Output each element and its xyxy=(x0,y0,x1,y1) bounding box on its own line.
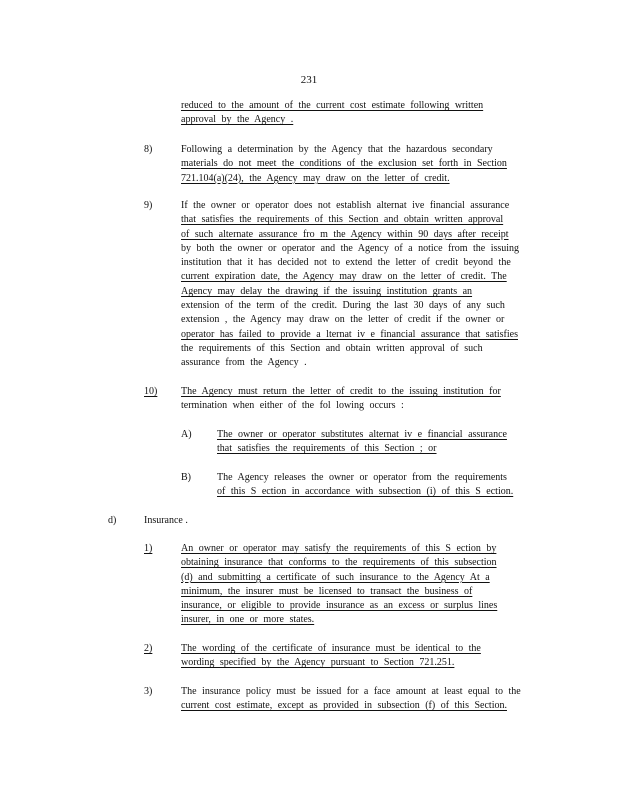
item-10-a-text xyxy=(217,428,507,457)
text-line: the requirements of this Section and obtain written approval of such xyxy=(181,342,483,354)
subsection-d-heading: Insurance . xyxy=(144,515,188,526)
text-line: (d) and submitting a certificate of such insurance to the Agency At a xyxy=(181,571,490,583)
item-10-a-marker: A) xyxy=(181,429,192,440)
text-line: that satisfies the requirements of this Section ; or xyxy=(217,443,437,455)
item-8-marker: 8) xyxy=(144,144,153,155)
text-line: The owner or operator substitutes alternat iv e financial assurance xyxy=(217,429,507,440)
text-line: extension of the term of the credit. During the last 30 days of any such xyxy=(181,300,505,312)
text-line: reduced to the amount of the current cost estimate following written xyxy=(181,100,484,111)
d-item-3-marker: 3) xyxy=(144,686,153,697)
text-line: current cost estimate, except as provided in subsection (f) of this Section. xyxy=(181,700,507,712)
text-line: wording specified by the Agency pursuant to Section 721.251. xyxy=(181,657,455,669)
d-item-2-marker: 2) xyxy=(144,643,153,654)
item-10-marker: 10) xyxy=(144,386,158,397)
text-line: by both the owner or operator and the Agency of a notice from the issuing xyxy=(181,242,520,254)
item-9-text xyxy=(181,199,519,371)
continuation-text xyxy=(181,99,483,128)
text-line: assurance from the Agency . xyxy=(181,357,307,369)
subsection-d-marker: d) xyxy=(108,515,117,526)
d-item-2-text xyxy=(181,642,481,671)
text-line: obtaining insurance that conforms to the requirements of this subsection xyxy=(181,557,497,569)
text-line: The insurance policy must be issued for a face amount at least equal to the xyxy=(181,686,521,697)
item-10-b-text xyxy=(217,471,513,500)
text-line: If the owner or operator does not establish alternat ive financial assurance xyxy=(181,200,510,211)
page-number: 231 xyxy=(300,74,318,86)
d-item-3-text xyxy=(181,685,521,714)
text-line: An owner or operator may satisfy the requirements of this S ection by xyxy=(181,543,497,554)
text-line: extension , the Agency may draw on the letter of credit if the owner or xyxy=(181,314,505,326)
d-item-1-marker: 1) xyxy=(144,543,153,554)
item-10-text xyxy=(181,385,501,414)
text-line: current expiration date, the Agency may draw on the letter of credit. The xyxy=(181,271,507,283)
text-line: of this S ection in accordance with subsection (i) of this S ection. xyxy=(217,486,514,498)
d-item-1-text xyxy=(181,542,497,628)
text-line: institution that it has decided not to extend the letter of credit beyond the xyxy=(181,257,511,269)
text-line: operator has failed to provide a lternat iv e financial assurance that satisfies xyxy=(181,328,518,340)
text-line: that satisfies the requirements of this Section and obtain written approval xyxy=(181,214,504,226)
text-line: materials do not meet the conditions of the exclusion set forth in Section xyxy=(181,158,507,170)
text-line: of such alternate assurance fro m the Agency within 90 days after receipt xyxy=(181,228,509,240)
text-line: The Agency releases the owner or operator from the requirements xyxy=(217,472,507,483)
text-line: The wording of the certificate of insurance must be identical to the xyxy=(181,643,481,654)
text-line: Following a determination by the Agency that the hazardous secondary xyxy=(181,144,493,155)
text-line: insurance, or eligible to provide insurance as an excess or surplus lines xyxy=(181,600,498,612)
text-line: minimum, the insurer must be licensed to transact the business of xyxy=(181,585,473,597)
text-line: 721.104(a)(24), the Agency may draw on the letter of credit. xyxy=(181,172,450,184)
item-8-text xyxy=(181,143,507,186)
item-9-marker: 9) xyxy=(144,200,153,211)
item-10-b-marker: B) xyxy=(181,472,191,483)
text-line: termination when either of the fol lowing occurs : xyxy=(181,400,404,412)
text-line: approval by the Agency . xyxy=(181,114,294,126)
text-line: The Agency must return the letter of credit to the issuing institution for xyxy=(181,386,501,397)
text-line: Agency may delay the drawing if the issuing institution grants an xyxy=(181,285,473,297)
text-line: insurer, in one or more states. xyxy=(181,614,315,626)
